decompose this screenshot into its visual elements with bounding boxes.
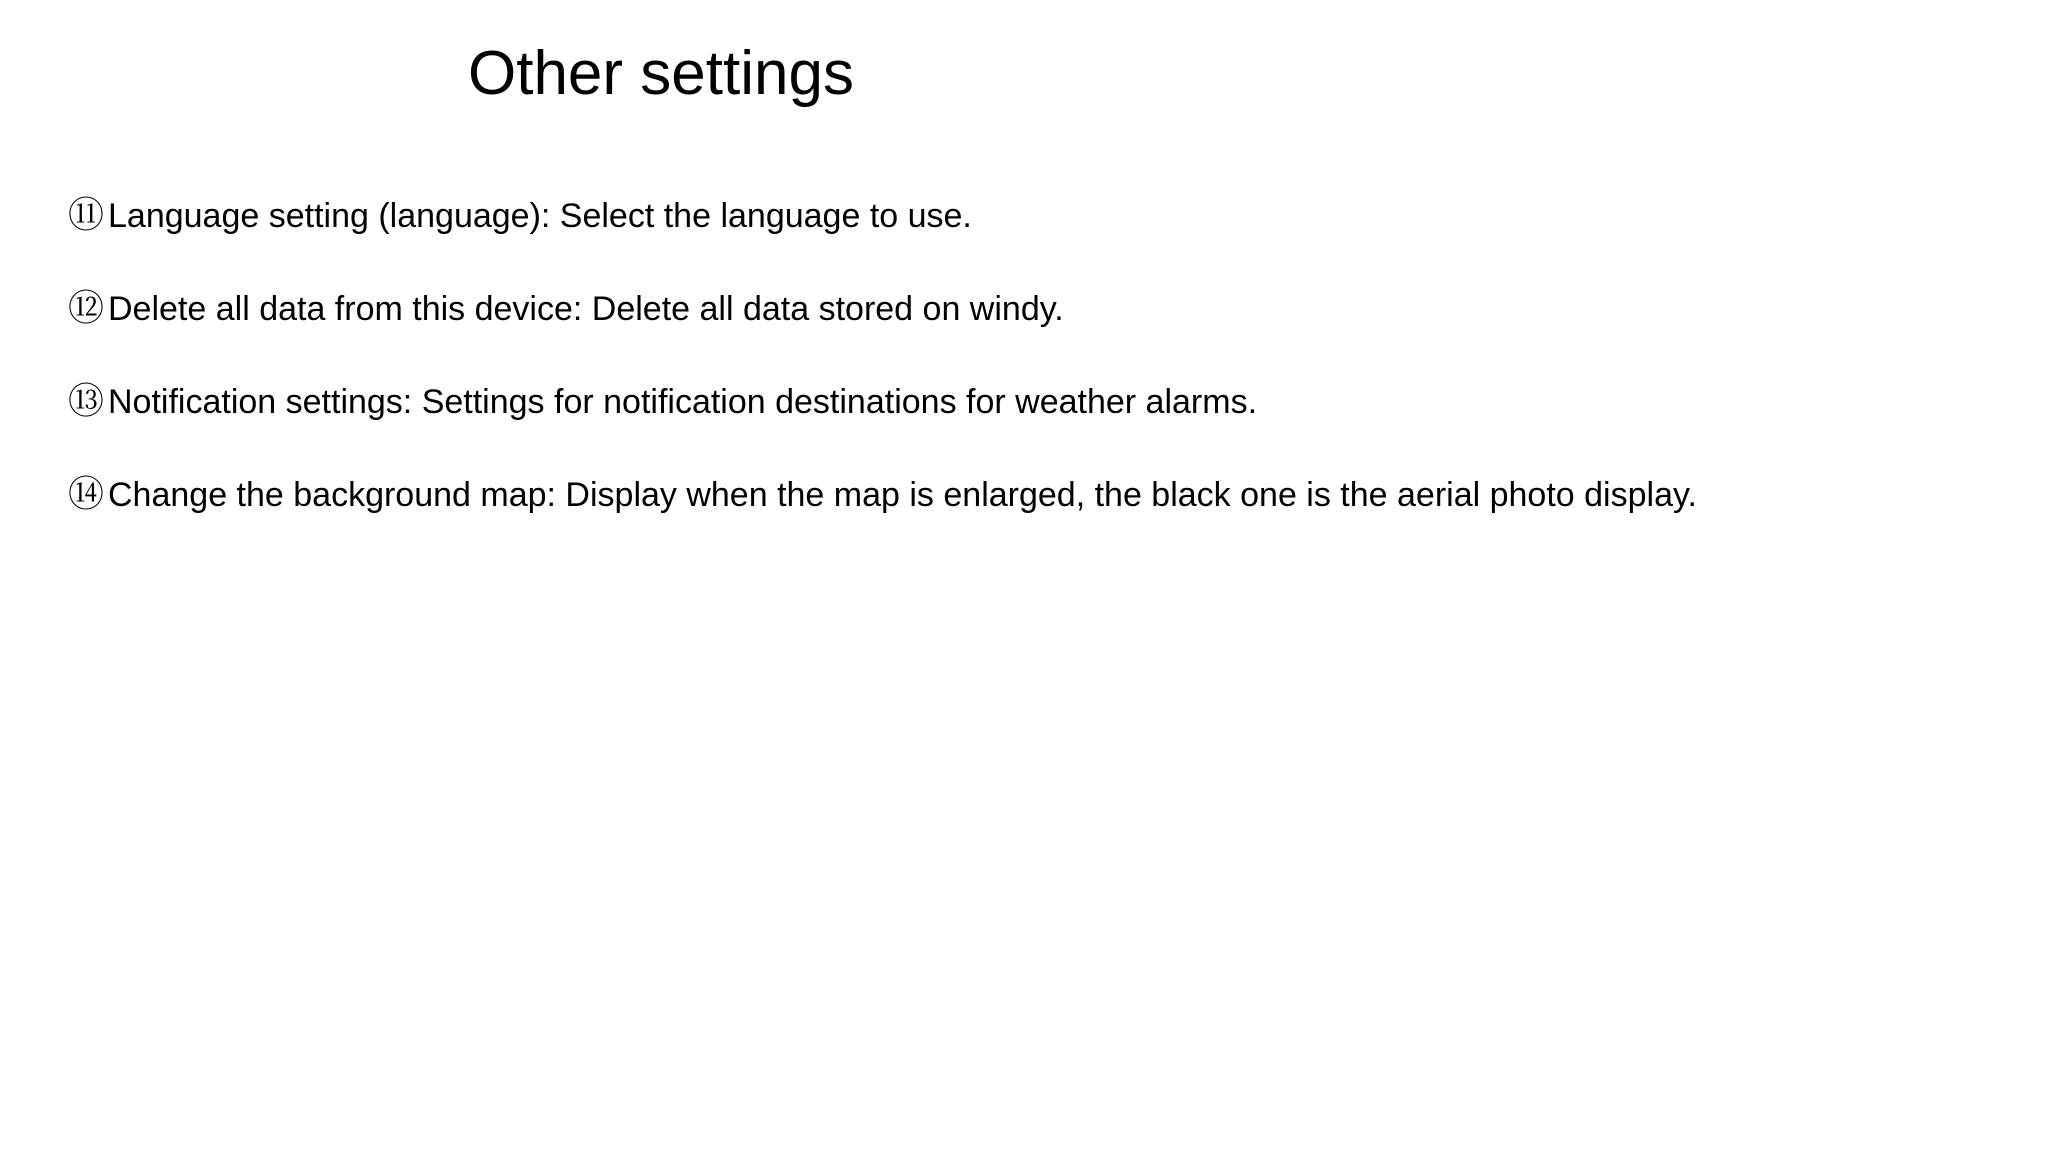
item-number-11: ⑪ <box>68 195 105 236</box>
item-text-notification-settings: Notification settings: Settings for notification destinations for weather alarms. <box>108 383 1258 421</box>
item-text-language-setting: Language setting (language): Select the language to use. <box>108 197 972 235</box>
item-number-14: ⑭ <box>68 474 105 515</box>
item-number-12: ⑫ <box>68 288 105 329</box>
item-text-background-map: Change the background map: Display when the map is enlarged, the black one is the aerial photo display. <box>108 476 1697 514</box>
list-item-background-map <box>68 471 1697 519</box>
settings-description-list <box>68 192 1697 519</box>
list-item-language-setting <box>68 192 1697 240</box>
item-number-13: ⑬ <box>68 381 105 422</box>
page-title: Other settings <box>468 39 854 108</box>
list-item-notification-settings <box>68 378 1697 426</box>
list-item-delete-data <box>68 285 1697 333</box>
item-text-delete-data: Delete all data from this device: Delete all data stored on windy. <box>108 290 1064 328</box>
